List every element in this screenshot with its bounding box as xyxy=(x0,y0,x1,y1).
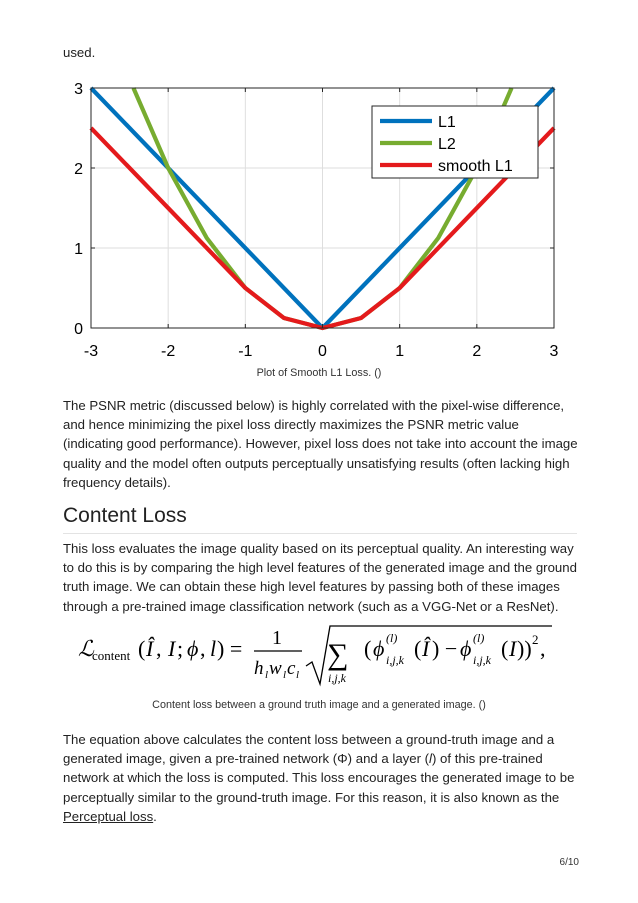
svg-text:Î: Î xyxy=(146,636,154,661)
svg-text:content: content xyxy=(92,648,131,663)
layer-symbol: l xyxy=(429,751,432,767)
svg-text:ϕ: ϕ xyxy=(373,636,385,661)
svg-text:(: ( xyxy=(364,636,372,661)
svg-text:i,j,k: i,j,k xyxy=(386,653,404,667)
svg-text:Î: Î xyxy=(422,636,430,661)
svg-text:l: l xyxy=(296,669,300,681)
svg-text:l: l xyxy=(265,669,269,681)
svg-text:)): )) xyxy=(517,636,532,661)
svg-text:ϕ: ϕ xyxy=(187,636,199,661)
paragraph-psnr: The PSNR metric (discussed below) is highly correlated with the pixel-wise difference, and hence minimizing the pixel loss directly maximizes the PSNR metric value (indicating good performance). However, pixel loss does not take into account the image quality and the model often outputs perceptually unsatisfying results (often lacking high frequency details). xyxy=(63,398,578,490)
svg-text:(l): (l) xyxy=(473,631,485,645)
x-tick-label: 0 xyxy=(318,343,327,360)
svg-text:,: , xyxy=(156,636,162,661)
equation-caption: Content loss between a ground truth image and a generated image. () xyxy=(152,699,486,711)
svg-text:,: , xyxy=(540,636,546,661)
y-tick-label: 0 xyxy=(74,321,83,338)
svg-text:h: h xyxy=(254,658,264,679)
legend-label: smooth L1 xyxy=(438,158,513,175)
svg-text:(: ( xyxy=(414,636,422,661)
chart-legend xyxy=(372,106,538,178)
svg-text:(: ( xyxy=(501,636,509,661)
x-tick-label: 3 xyxy=(549,343,559,360)
svg-text:c: c xyxy=(287,658,296,679)
smooth-l1-chart xyxy=(54,72,574,362)
svg-text:(l): (l) xyxy=(386,631,398,645)
paragraph3-part1: The equation above calculates the content loss between a ground-truth image and a generated image, given a pre-trained network (Φ) and a layer ( xyxy=(63,732,555,767)
content-loss-equation xyxy=(74,620,564,688)
svg-text:l: l xyxy=(283,669,287,681)
page-number: 6/10 xyxy=(559,857,579,868)
svg-text:l: l xyxy=(210,636,217,661)
x-tick-label: -2 xyxy=(161,343,176,360)
svg-text:1: 1 xyxy=(272,627,282,649)
figure-caption: Plot of Smooth L1 Loss. () xyxy=(256,367,382,379)
legend-label: L1 xyxy=(438,114,456,131)
svg-text:i,j,k: i,j,k xyxy=(328,671,346,685)
svg-text:,: , xyxy=(200,636,206,661)
svg-text:(: ( xyxy=(138,636,146,661)
svg-text:I: I xyxy=(509,636,517,661)
y-tick-label: 1 xyxy=(74,241,83,258)
section-heading: Content Loss xyxy=(63,504,577,534)
paragraph-content-loss: This loss evaluates the image quality based on its perceptual quality. An interesting way to do this is by comparing the high level features of the generated image and the ground truth image. We can obtain these high level features by passing both of these images through a pre-trained image classification network (such as a VGG-Net or a ResNet). xyxy=(63,541,577,614)
x-tick-label: -1 xyxy=(238,343,253,360)
svg-text:∑: ∑ xyxy=(327,638,349,671)
x-tick-label: 1 xyxy=(395,343,405,360)
paragraph3-part2: ) of this pre-trained network at which the loss is computed. This loss encourages the generated image to be perceptually similar to the ground-truth image. For this reason, it is also known as the xyxy=(63,751,575,805)
legend-label: L2 xyxy=(438,136,456,153)
x-tick-label: 2 xyxy=(472,343,482,360)
svg-text:w: w xyxy=(269,658,282,679)
svg-text:2: 2 xyxy=(532,632,539,647)
y-tick-label: 3 xyxy=(74,81,83,98)
y-tick-label: 2 xyxy=(74,161,83,178)
paragraph3-end: . xyxy=(153,808,157,824)
svg-text:i,j,k: i,j,k xyxy=(473,653,491,667)
svg-text:ϕ: ϕ xyxy=(460,636,472,661)
perceptual-loss-link[interactable]: Perceptual loss xyxy=(63,808,154,824)
x-tick-label: -3 xyxy=(83,343,99,360)
top-text: used. xyxy=(63,45,96,60)
paragraph-equation-explanation xyxy=(63,730,581,826)
svg-text:) −: ) − xyxy=(432,636,458,661)
svg-text:ℒ: ℒ xyxy=(78,636,94,661)
svg-text:) =: ) = xyxy=(217,636,243,661)
svg-text:;: ; xyxy=(177,636,184,661)
svg-text:I: I xyxy=(168,636,176,661)
